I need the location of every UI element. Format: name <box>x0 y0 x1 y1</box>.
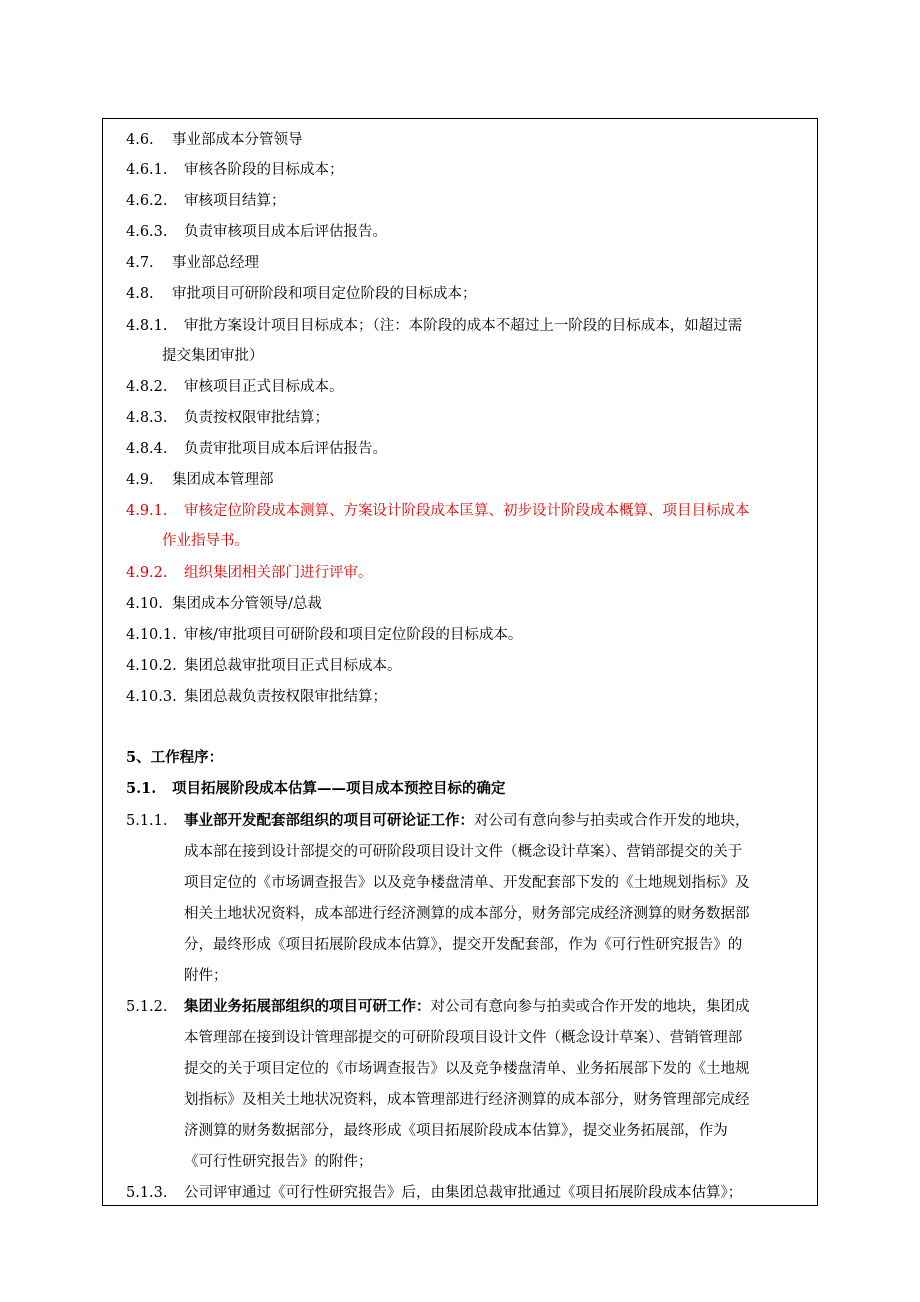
subsection-number: 5.1. <box>126 780 157 797</box>
item-text: 组织集团相关部门进行评审。 <box>184 565 373 581</box>
item-text: 公司评审通过《可行性研究报告》后，由集团总裁审批通过《项目拓展阶段成本估算》； <box>184 1185 743 1201</box>
item-text: 负责审批项目成本后评估报告。 <box>184 441 387 457</box>
item-number: 4.8. <box>126 286 154 302</box>
subsection-title: 项目拓展阶段成本估算——项目成本预控目标的确定 <box>172 780 506 797</box>
item-text: 审核各阶段的目标成本； <box>184 162 344 178</box>
item-text: 对公司有意向参与拍卖或合作开发的地块， <box>474 813 750 829</box>
item-number: 4.6.3. <box>126 224 168 240</box>
item-text: 集团成本分管领导/总裁 <box>172 596 322 612</box>
item-number: 4.9. <box>126 472 154 488</box>
item-text: 对公司有意向参与拍卖或合作开发的地块，集团成 <box>430 999 750 1015</box>
item-text: 审核定位阶段成本测算、方案设计阶段成本匡算、初步设计阶段成本概算、项目目标成本 <box>184 503 750 519</box>
item-number: 4.9.2. <box>126 565 168 581</box>
item-number: 4.6. <box>126 132 154 148</box>
item-lead: 事业部开发配套部组织的项目可研论证工作： <box>184 812 474 829</box>
item-number: 4.10.1. <box>126 627 177 643</box>
item-text: 负责按权限审批结算； <box>184 410 329 426</box>
item-number: 4.10. <box>126 596 163 612</box>
item-text: 集团成本管理部 <box>172 472 274 488</box>
item-text: 事业部总经理 <box>172 255 259 271</box>
item-number: 5.1.2. <box>126 999 168 1015</box>
item-text: 审核/审批项目可研阶段和项目定位阶段的目标成本。 <box>184 627 523 643</box>
item-text-continued: 提交集团审批） <box>162 348 264 364</box>
item-text: 集团总裁审批项目正式目标成本。 <box>184 658 402 674</box>
item-number: 4.7. <box>126 255 154 271</box>
item-text: 审批方案设计项目目标成本；（注：本阶段的成本不超过上一阶段的目标成本，如超过需 <box>184 318 743 334</box>
item-lead: 集团业务拓展部组织的项目可研工作： <box>184 998 431 1015</box>
item-text: 审核项目正式目标成本。 <box>184 379 344 395</box>
item-text: 事业部成本分管领导 <box>172 132 303 148</box>
item-number: 4.8.4. <box>126 441 168 457</box>
item-number: 4.10.3. <box>126 689 177 705</box>
item-number: 4.8.1. <box>126 318 168 334</box>
item-number: 5.1.3. <box>126 1185 168 1201</box>
item-text: 集团总裁负责按权限审批结算； <box>184 689 387 705</box>
item-number: 4.8.2. <box>126 379 168 395</box>
item-text-continued: 作业指导书。 <box>162 533 249 549</box>
item-text: 负责审核项目成本后评估报告。 <box>184 224 387 240</box>
item-number: 4.6.2. <box>126 193 168 209</box>
item-text: 审批项目可研阶段和项目定位阶段的目标成本； <box>172 286 477 302</box>
item-number: 4.10.2. <box>126 658 177 674</box>
item-text: 审核项目结算； <box>184 193 286 209</box>
item-number: 5.1.1. <box>126 813 168 829</box>
item-number: 4.9.1. <box>126 503 168 519</box>
item-number: 4.8.3. <box>126 410 168 426</box>
item-number: 4.6.1. <box>126 162 168 178</box>
